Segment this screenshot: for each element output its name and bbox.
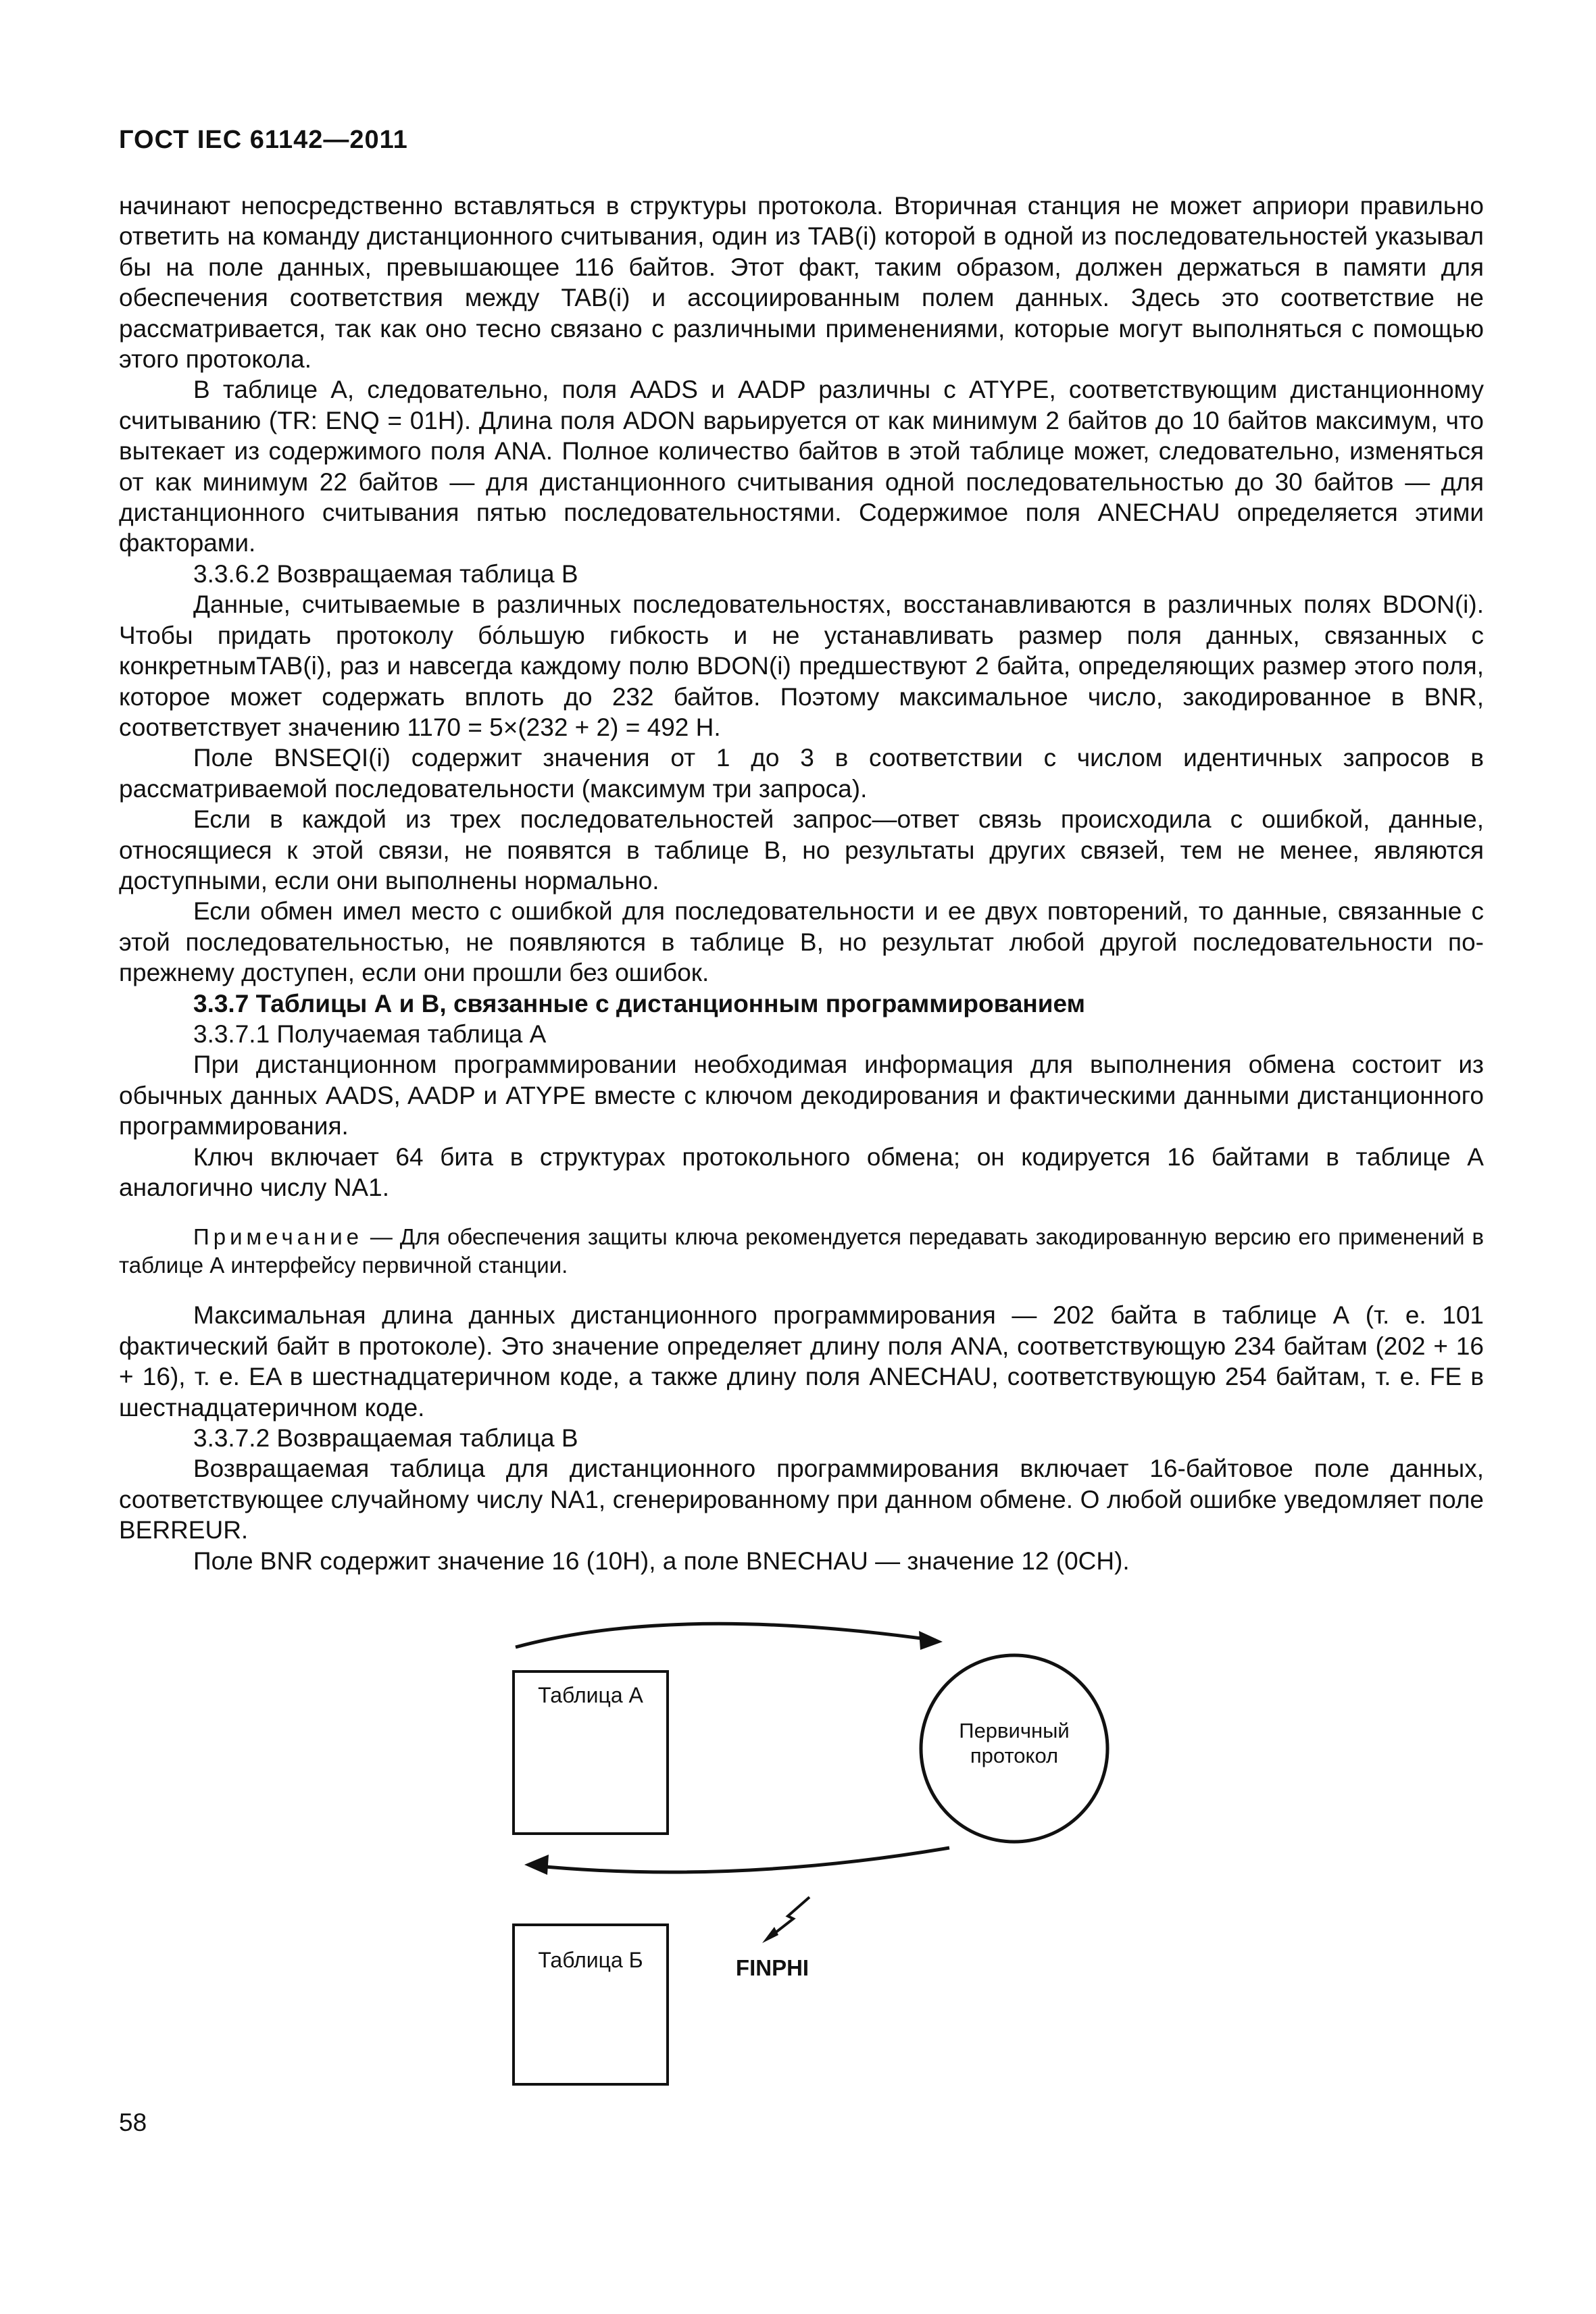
paragraph: Если обмен имел место с ошибкой для последовательности и ее двух повторений, то данные, связанные с этой последовательностью, не появляются в таблице В, но результат любой другой последовательности по-прежнему доступен, если они прошли без ошибок. [119, 897, 1484, 987]
table-a-label: Таблица А [538, 1683, 643, 1707]
paragraph: В таблице А, следовательно, поля AADS и AADP различны с ATYPE, соответствующим дистанционному считыванию (TR: ENQ = 01H). Длина поля ADON варьируется от как минимум 2 байтов до 10 байтов максимум, что вытекает из содержимого поля ANA. Полное количество байтов в этой таблице может, следовательно, изменяться от как минимум 22 байтов — для дистанционного считывания одной последовательностью до 30 байтов — для дистанционного считывания пятью последовательностями. Содержимое поля ANECHAU определяется этими факторами. [119, 376, 1484, 557]
circle-label-line2: протокол [970, 1744, 1059, 1767]
paragraph: Поле BNSEQI(i) содержит значения от 1 до 3 в соответствии с числом идентичных запросов в рассматриваемой последовательности (максимум три запроса). [119, 744, 1484, 803]
paragraph: Максимальная длина данных дистанционного программирования — 202 байта в таблице А (т. е. 101 фактический байт в протоколе). Это значение определяет длину поля ANA, соответствующую 234 байтам (202 + 16 + 16), т. е. EA в шестнадцатеричном коде, а также длину поля ANECHAU, соответствующую 254 байтам, т. е. FE в шестнадцатеричном коде. [119, 1301, 1484, 1422]
table-b-label: Таблица Б [538, 1948, 643, 1972]
lightning-icon-head [762, 1927, 778, 1943]
page-number: 58 [119, 2109, 147, 2136]
finphi-label: FINPHI [735, 1955, 809, 1980]
paragraph: начинают непосредственно вставляться в структуры протокола. Вторичная станция не может априори правильно ответить на команду дистанционного считывания, один из TAB(i) которой в одной из последовательностей указывал бы на поле данных, превышающее 116 байтов. Этот факт, таким образом, должен держаться в памяти для обеспечения соответствия между TAB(i) и ассоциированным полем данных. Здесь это соответствие не рассматривается, так как оно тесно связано с различными применениями, которые могут выполняться с помощью этого протокола. [119, 192, 1484, 374]
document-header: ГОСТ IEC 61142—2011 [119, 126, 408, 154]
section-heading-3-3-7: 3.3.7 Таблицы А и В, связанные с дистанционным программированием [193, 989, 1085, 1017]
note-label: Примечание [193, 1224, 364, 1250]
section-heading-3-3-6-2: 3.3.6.2 Возвращаемая таблица В [193, 559, 578, 588]
top-arrow-head [919, 1631, 943, 1650]
paragraph: Ключ включает 64 бита в структурах протокольного обмена; он кодируется 16 байтами в таблице А аналогично числу NA1. [119, 1142, 1484, 1201]
section-heading-3-3-7-1: 3.3.7.1 Получаемая таблица А [193, 1020, 547, 1048]
paragraph: При дистанционном программировании необходимая информация для выполнения обмена состоит из обычных данных AADS, AADP и ATYPE вместе с ключом декодирования и фактическими данными дистанционного программирования. [119, 1051, 1484, 1140]
paragraph: Данные, считываемые в различных последовательностях, восстанавливаются в различных полях BDON(i). Чтобы придать протоколу бóльшую гибкость и не устанавливать размер поля данных, связанных с конкретнымTAB(i), раз и навсегда каждому полю BDON(i) предшествуют 2 байта, определяющих размер этого поля, которое может содержать вплоть до 232 байтов. Поэтому максимальное число, закодированное в BNR, соответствует значению 1170 = 5×(232 + 2) = 492 H. [119, 590, 1484, 741]
top-arrow [516, 1624, 936, 1647]
paragraph: Поле BNR содержит значение 16 (10H), а поле BNECHAU — значение 12 (0CH). [193, 1546, 1130, 1575]
circle-label-line1: Первичный [959, 1719, 1070, 1742]
section-heading-3-3-7-2: 3.3.7.2 Возвращаемая таблица В [193, 1424, 578, 1453]
bottom-arrow [531, 1848, 949, 1872]
paragraph: Возвращаемая таблица для дистанционного программирования включает 16-байтовое поле данных, соответствующее случайному числу NA1, сгенерированному при данном обмене. О любой ошибке уведомляет поле BERREUR. [119, 1455, 1484, 1544]
note-text: — Для обеспечения защиты ключа рекомендуется передавать закодированную версию его применений в таблице А интерфейсу первичной станции. [119, 1224, 1484, 1278]
bottom-arrow-head [524, 1855, 549, 1875]
paragraph: Если в каждой из трех последовательностей запрос—ответ связь происходила с ошибкой, данные, относящиеся к этой связи, не появятся в таблице В, но результаты других связей, тем не менее, являются доступными, если они выполнены нормально. [119, 805, 1484, 895]
